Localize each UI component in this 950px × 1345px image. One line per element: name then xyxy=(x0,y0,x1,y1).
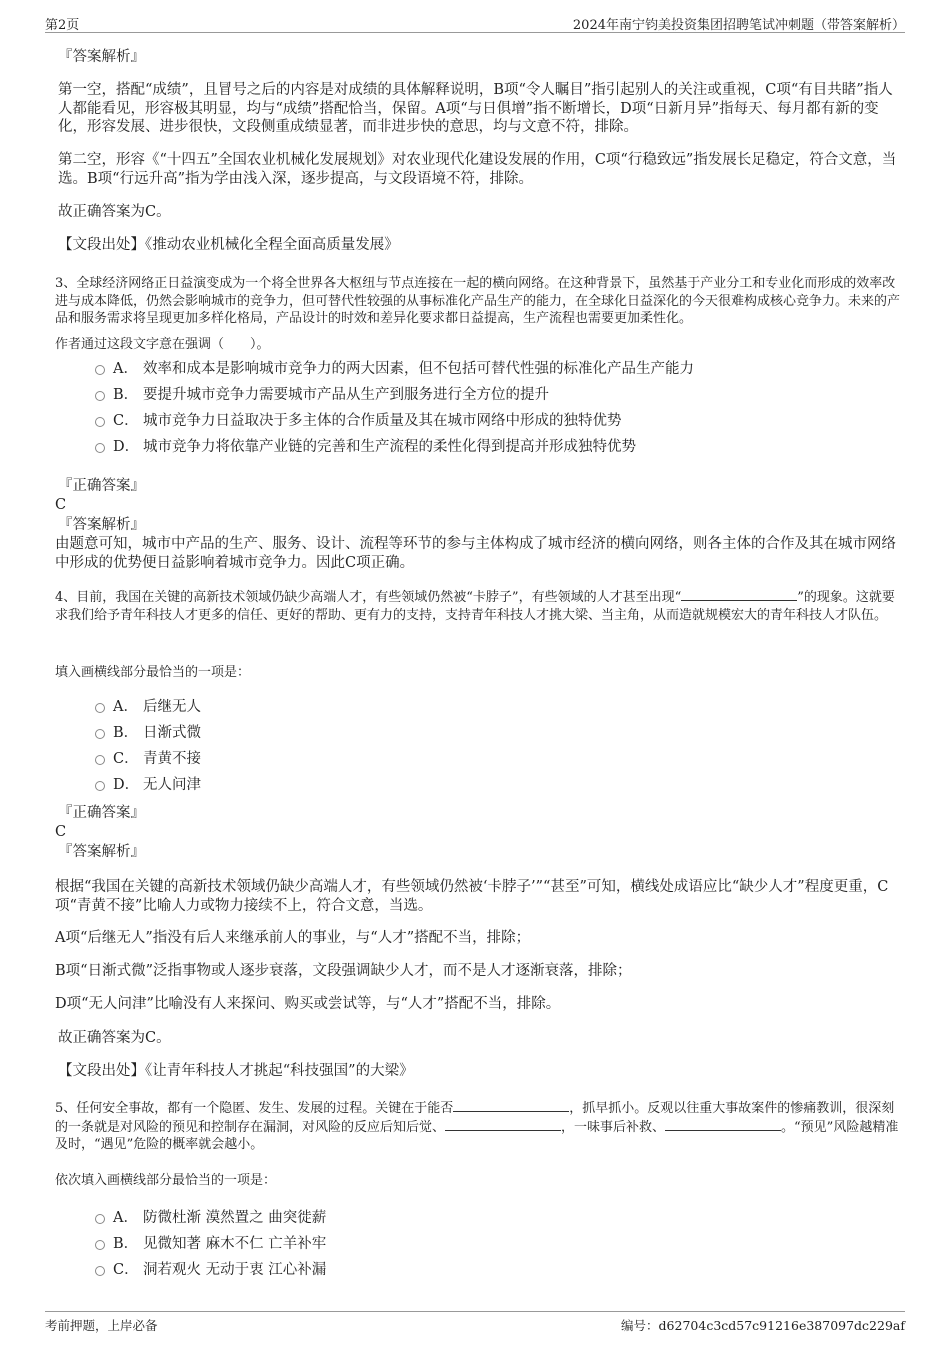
page-footer xyxy=(45,1311,905,1336)
blank-line xyxy=(445,1118,561,1131)
radio-icon[interactable] xyxy=(95,391,105,401)
q3-option-d[interactable]: D． 城市竞争力将依靠产业链的完善和生产流程的柔性化得到提高并形成独特优势 xyxy=(95,432,694,458)
q3-option-c[interactable]: C． 城市竞争力日益取决于多主体的合作质量及其在城市网络中形成的独特优势 xyxy=(95,406,694,432)
q4-option-a[interactable]: A． 后继无人 xyxy=(95,692,201,718)
q3-option-b[interactable]: B． 要提升城市竞争力需要城市产品从生产到服务进行全方位的提升 xyxy=(95,380,694,406)
q4-analysis-p2: A项“后继无人”指没有后人来继承前人的事业，与“人才”搭配不当，排除； xyxy=(55,930,531,946)
q4-source: 【文段出处】《让青年科技人才挑起“科技强国”的大梁》 xyxy=(58,1063,414,1079)
q4-answer: C xyxy=(55,824,67,840)
q2-conclusion: 故正确答案为C。 xyxy=(58,204,171,220)
radio-icon[interactable] xyxy=(95,1240,105,1250)
document-id: 编号：d62704c3cd57c91216e387097dc229af xyxy=(621,1318,905,1333)
q4-option-b[interactable]: B． 日渐式微 xyxy=(95,718,201,744)
q2-source: 【文段出处】《推动农业机械化全程全面高质量发展》 xyxy=(58,237,399,253)
radio-icon[interactable] xyxy=(95,703,105,713)
radio-icon[interactable] xyxy=(95,781,105,791)
q3-question: 作者通过这段文字意在强调（ ）。 xyxy=(55,337,270,352)
q4-options xyxy=(95,692,201,796)
q5-option-a[interactable]: A． 防微杜渐 漠然置之 曲突徙薪 xyxy=(95,1203,326,1229)
q4-conclusion: 故正确答案为C。 xyxy=(58,1030,171,1046)
q4-analysis-label: 『答案解析』 xyxy=(58,844,145,860)
q5-option-c[interactable]: C． 洞若观火 无动于衷 江心补漏 xyxy=(95,1255,326,1281)
q5-option-b[interactable]: B． 见微知著 麻木不仁 亡羊补牢 xyxy=(95,1229,326,1255)
q3-analysis: 由题意可知，城市中产品的生产、服务、设计、流程等环节的参与主体构成了城市经济的横向网络，则各主体的合作及其在城市网络中形成的优势便日益影响着城市竞争力。因此C项正确。 xyxy=(55,536,896,571)
q5-options xyxy=(95,1203,326,1281)
q4-analysis-p3: B项“日渐式微”泛指事物或人逐步衰落，文段强调缺少人才，而不是人才逐渐衰落，排除； xyxy=(55,963,632,979)
radio-icon[interactable] xyxy=(95,729,105,739)
q4-stem: 4、目前，我国在关键的高新技术领域仍缺少高端人才，有些领域仍然被“卡脖子”，有些领域的人才甚至出现“ ”的现象。这就要求我们给予青年科技人才更多的信任、更好的帮助、更有力的支持，支持青年科技人才挑大梁、当主角，从而造就规模宏大的青年科技人才队伍。 xyxy=(55,590,895,623)
radio-icon[interactable] xyxy=(95,365,105,375)
q3-answer-label: 『正确答案』 xyxy=(58,478,145,494)
radio-icon[interactable] xyxy=(95,755,105,765)
footer-slogan: 考前押题，上岸必备 xyxy=(45,1318,158,1333)
q3-analysis-label: 『答案解析』 xyxy=(58,517,145,533)
q2-analysis-p1: 第一空，搭配“成绩”，且冒号之后的内容是对成绩的具体解释说明，B项“令人瞩目”指引起别人的关注或重视，C项“有目共睹”指人人都能看见，形容极其明显，均与“成绩”搭配恰当，保留。A项“与日俱增”指不断增长，D项“日新月异”指每天、每月都有新的变化，形容发展、进步很快，文段侧重成绩显著，而非进步快的意思，均与文意不符，排除。 xyxy=(58,82,893,135)
q4-question: 填入画横线部分最恰当的一项是： xyxy=(55,665,251,680)
q4-analysis-p4: D项“无人问津”比喻没有人来探问、购买或尝试等，与“人才”搭配不当，排除。 xyxy=(55,996,561,1012)
q4-option-c[interactable]: C． 青黄不接 xyxy=(95,744,201,770)
q2-analysis-p2: 第二空，形容《“十四五”全国农业机械化发展规划》对农业现代化建设发展的作用，C项“行稳致远”指发展长足稳定，符合文意，当选。B项“行远升高”指为学由浅入深，逐步提高，与文段语境不符，排除。 xyxy=(58,152,897,187)
page-header xyxy=(45,12,905,33)
q3-stem: 3、全球经济网络正日益演变成为一个将全世界各大枢纽与节点连接在一起的横向网络。在这种背景下，虽然基于产业分工和专业化而形成的效率改进与成本降低，仍然会影响城市的竞争力，但可替代性较强的从事标准化产品生产的能力，在全球化日益深化的今天很难构成核心竞争力。未来的产品和服务需求将呈现更加多样化格局，产品设计的时效和差异化要求都日益提高，生产流程也需要更加柔性化。 xyxy=(55,276,901,326)
radio-icon[interactable] xyxy=(95,1214,105,1224)
q5-question: 依次填入画横线部分最恰当的一项是： xyxy=(55,1173,277,1188)
q4-option-d[interactable]: D． 无人问津 xyxy=(95,770,201,796)
q4-analysis-p1: 根据“我国在关键的高新技术领域仍缺少高端人才，有些领域仍然被‘卡脖子’”“甚至”可知，横线处成语应比“缺少人才”程度更重，C项“青黄不接”比喻人力或物力接续不上，符合文意，当选。 xyxy=(55,879,889,914)
blank-line xyxy=(681,588,797,601)
document-title: 2024年南宁钧美投资集团招聘笔试冲刺题（带答案解析） xyxy=(572,18,905,33)
blank-line xyxy=(665,1118,781,1131)
radio-icon[interactable] xyxy=(95,417,105,427)
q2-analysis-label: 『答案解析』 xyxy=(58,49,145,65)
q3-option-a[interactable]: A． 效率和成本是影响城市竞争力的两大因素，但不包括可替代性强的标准化产品生产能力 xyxy=(95,354,694,380)
q3-answer: C xyxy=(55,497,67,513)
q5-stem: 5、任何安全事故，都有一个隐匿、发生、发展的过程。关键在于能否 ，抓早抓小。反观以往重大事故案件的惨痛教训，很深刻的一条就是对风险的预见和控制存在漏洞，对风险的反应后知后觉、 ，一味事后补救、 。“预见”风险越精准及时，“遇见”危险的概率就会越小。 xyxy=(55,1101,899,1152)
page-number: 第2页 xyxy=(45,18,80,33)
q4-answer-label: 『正确答案』 xyxy=(58,805,145,821)
blank-line xyxy=(453,1099,569,1112)
radio-icon[interactable] xyxy=(95,443,105,453)
radio-icon[interactable] xyxy=(95,1266,105,1276)
q3-options xyxy=(95,354,694,458)
